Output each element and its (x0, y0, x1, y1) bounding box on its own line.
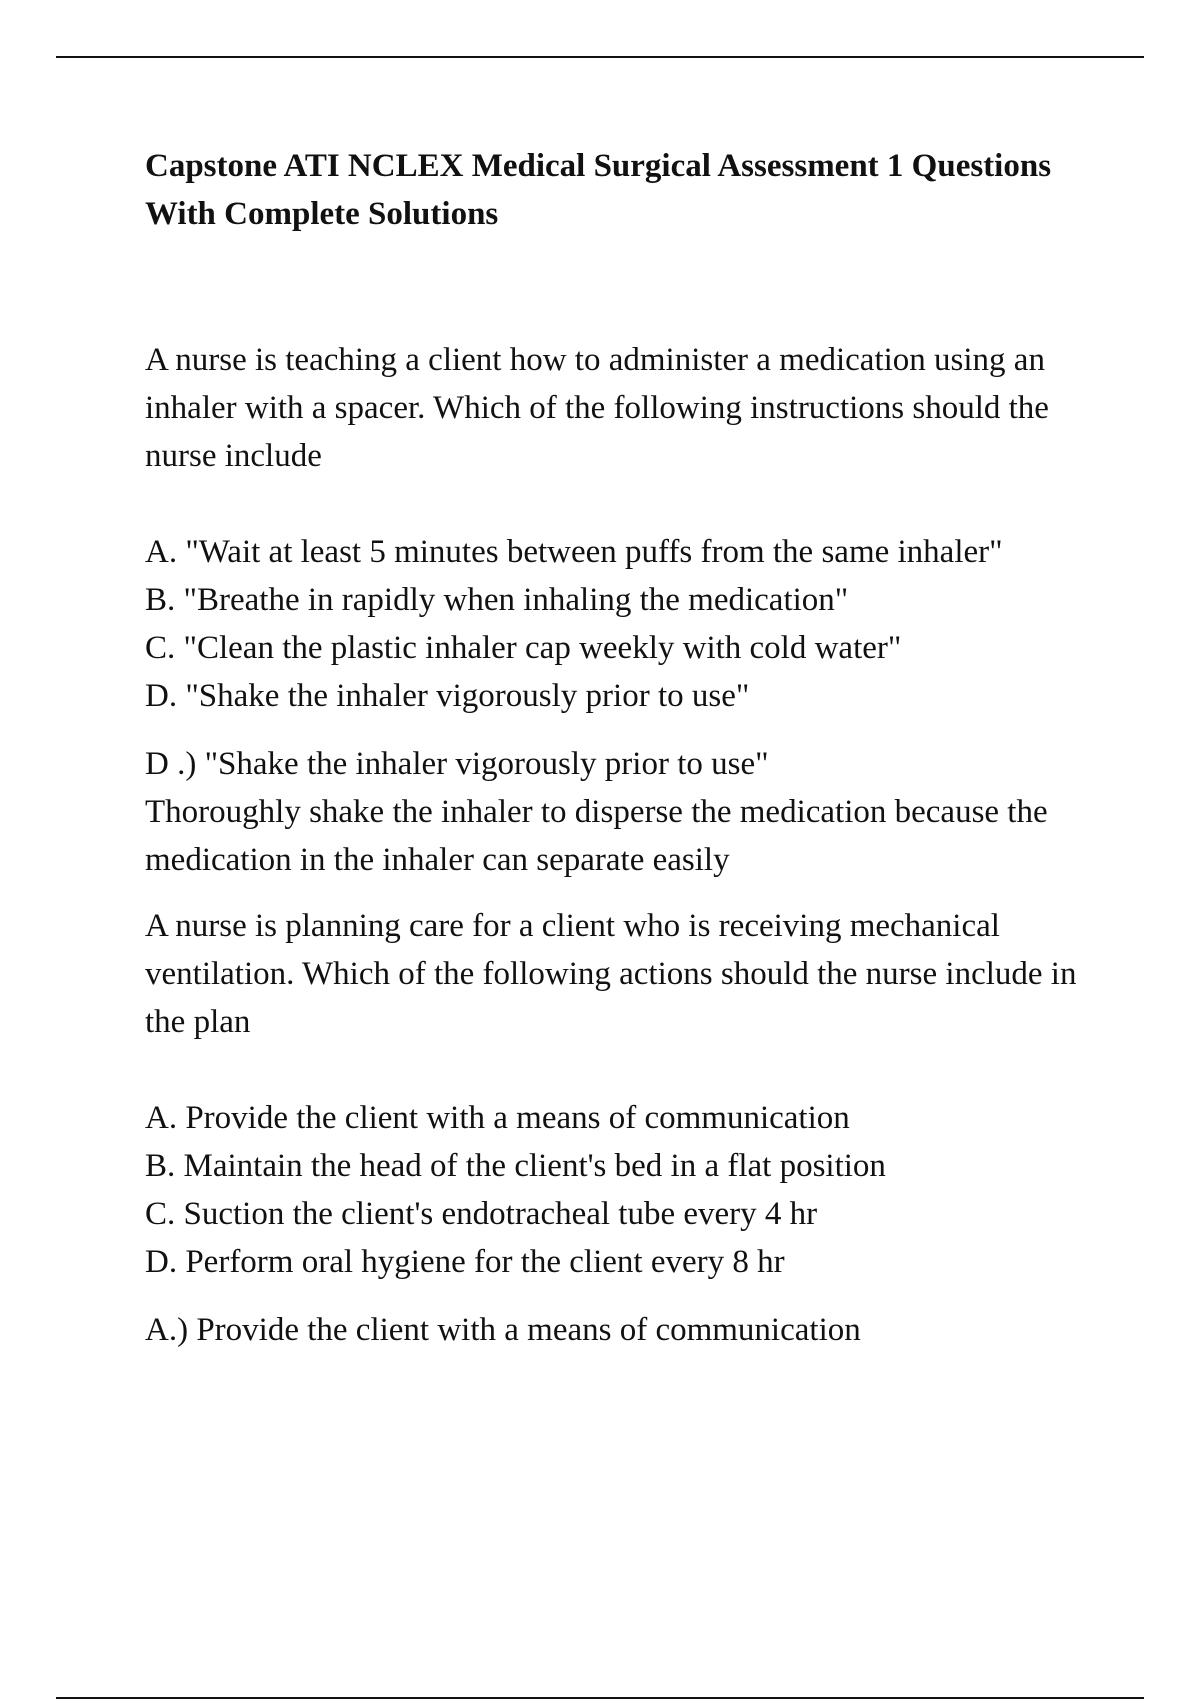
option-b: B. "Breathe in rapidly when inhaling the medication" (145, 582, 849, 618)
top-divider (56, 56, 1144, 58)
question-prompt: A nurse is planning care for a client who is receiving mechanical ventilation. Which of the following actions should the nurse include in the plan (145, 908, 1077, 1040)
question-block-2 (145, 902, 1105, 1354)
question-prompt: A nurse is teaching a client how to administer a medication using an inhaler with a spacer. Which of the following instructions should the nurse include (145, 342, 1049, 474)
correct-answer: D .) "Shake the inhaler vigorously prior to use" (145, 746, 769, 782)
document-title: Capstone ATI NCLEX Medical Surgical Assessment 1 Questions With Complete Solutions (145, 148, 1052, 232)
answer-rationale: Thoroughly shake the inhaler to disperse the medication because the medication in the inhaler can separate easily (145, 794, 1048, 878)
bottom-divider (56, 1697, 1144, 1699)
option-d: D. "Shake the inhaler vigorously prior to use" (145, 678, 750, 714)
option-a: A. "Wait at least 5 minutes between puffs from the same inhaler" (145, 534, 1003, 570)
answer-options (145, 528, 1105, 720)
option-a: A. Provide the client with a means of communication (145, 1100, 850, 1136)
correct-answer: A.) Provide the client with a means of communication (145, 1312, 861, 1348)
option-d: D. Perform oral hygiene for the client every 8 hr (145, 1244, 785, 1280)
question-block-1 (145, 336, 1105, 884)
option-b: B. Maintain the head of the client's bed in a flat position (145, 1148, 886, 1184)
option-c: C. "Clean the plastic inhaler cap weekly with cold water" (145, 630, 902, 666)
option-c: C. Suction the client's endotracheal tube every 4 hr (145, 1196, 818, 1232)
document-body (145, 142, 1105, 1354)
answer-options (145, 1094, 1105, 1286)
